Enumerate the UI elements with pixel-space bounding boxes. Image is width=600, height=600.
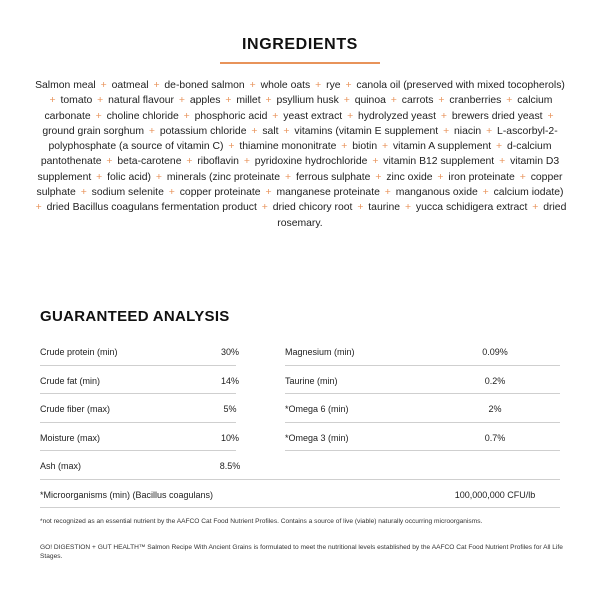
plus-separator-icon: + [382, 141, 389, 153]
nutrient-name: Magnesium (min) [285, 347, 355, 357]
nutrient-value: 14% [220, 375, 239, 386]
ingredient-item: manganese proteinate [276, 187, 380, 199]
ingredient-item: quinoa [354, 95, 386, 107]
analysis-table [40, 337, 560, 508]
plus-separator-icon: + [243, 156, 250, 168]
plus-separator-icon: + [372, 156, 379, 168]
plus-separator-icon: + [284, 171, 292, 183]
ingredient-item: hydrolyzed yeast [358, 110, 437, 122]
title-underline [220, 62, 380, 64]
plus-separator-icon: + [249, 80, 256, 91]
nutrient-name: *Omega 3 (min) [285, 432, 349, 443]
ingredient-item: beta-carotene [117, 156, 182, 168]
plus-separator-icon: + [261, 202, 268, 214]
plus-separator-icon: + [148, 125, 155, 137]
plus-separator-icon: + [496, 141, 503, 153]
nutrient-value: 0.7% [484, 432, 506, 443]
ingredient-item: iron proteinate [448, 171, 515, 183]
plus-separator-icon: + [228, 141, 235, 153]
plus-separator-icon: + [486, 125, 493, 137]
ingredient-item: ferrous sulphate [295, 171, 371, 183]
ingredient-item: phosphoric acid [194, 110, 268, 122]
ingredient-item: brewers dried yeast [451, 110, 543, 122]
table-row [40, 423, 560, 452]
nutrient-name: Crude fat (min) [40, 375, 101, 386]
row-divider [40, 507, 560, 508]
formulation-statement: GO! DIGESTION + GUT HEALTH™ Salmon Recipe With Ancient Grains is formulated to meet the nutritional levels established by the AAFCO Cat Food Nutrient Profiles for All Life Stages. [40, 544, 563, 560]
table-row [40, 394, 560, 423]
plus-separator-icon: + [390, 95, 397, 107]
ingredient-item: natural flavour [108, 95, 174, 107]
ingredient-item: calcium iodate) [493, 187, 564, 199]
plus-separator-icon: + [96, 171, 103, 183]
ingredient-item: dried chicory root [272, 202, 353, 214]
plus-separator-icon: + [547, 110, 554, 122]
ingredient-item: calcium carbonate [44, 95, 553, 122]
ingredient-item: cranberries [449, 95, 502, 107]
ingredient-item: vitamin A supplement [392, 141, 492, 153]
plus-separator-icon: + [384, 187, 391, 199]
ingredient-item: taurine [368, 202, 401, 214]
plus-separator-icon: + [437, 171, 444, 183]
ingredient-item: sodium selenite [91, 187, 164, 199]
table-row [40, 451, 560, 480]
ingredient-item: potassium chloride [159, 125, 247, 137]
nutrient-value: 5% [223, 404, 237, 414]
plus-separator-icon: + [49, 95, 56, 107]
ingredient-item: manganous oxide [395, 187, 478, 199]
plus-separator-icon: + [183, 110, 190, 122]
plus-separator-icon: + [155, 171, 162, 183]
ingredients-list [32, 78, 568, 231]
ingredient-item: canola oil (preserved with mixed tocopherols) [356, 80, 565, 91]
plus-separator-icon: + [347, 110, 354, 122]
ingredients-title: INGREDIENTS [242, 36, 358, 53]
plus-separator-icon: + [499, 156, 506, 168]
ingredient-item: zinc oxide [386, 171, 433, 183]
ingredient-item: biotin [352, 141, 378, 153]
plus-separator-icon: + [97, 95, 104, 107]
ingredient-item: millet [236, 95, 261, 107]
nutrient-value: 100,000,000 CFU/lb [454, 489, 536, 500]
plus-separator-icon: + [186, 156, 193, 168]
ingredient-item: oatmeal [111, 80, 149, 91]
table-row [40, 366, 560, 395]
ingredient-item: niacin [454, 125, 482, 137]
nutrient-name: Crude protein (min) [40, 347, 118, 357]
ingredient-item: whole oats [260, 80, 311, 91]
ingredient-item: salt [262, 125, 279, 137]
ingredient-item: vitamins (vitamin E supplement [294, 125, 439, 137]
plus-separator-icon: + [35, 202, 42, 214]
plus-separator-icon: + [357, 202, 364, 214]
plus-separator-icon: + [168, 187, 175, 199]
plus-separator-icon: + [519, 171, 526, 183]
nutrient-value: 0.09% [482, 347, 508, 357]
nutrient-name: Crude fiber (max) [40, 404, 111, 414]
ingredient-item: L-ascorbyl-2-polyphosphate (a source of vitamin C) [48, 125, 558, 153]
plus-separator-icon: + [265, 187, 272, 199]
nutrient-value: 8.5% [219, 461, 241, 471]
ingredient-item: Salmon meal [35, 80, 96, 91]
ingredient-item: yeast extract [283, 110, 343, 122]
plus-separator-icon: + [375, 171, 382, 183]
ingredient-item: psyllium husk [276, 95, 339, 107]
ingredient-item: choline chloride [106, 110, 179, 122]
plus-separator-icon: + [178, 95, 185, 107]
plus-separator-icon: + [265, 95, 272, 107]
plus-separator-icon: + [482, 187, 489, 199]
plus-separator-icon: + [404, 202, 412, 214]
plus-separator-icon: + [443, 125, 450, 137]
analysis-title: GUARANTEED ANALYSIS [40, 308, 230, 325]
nutrient-value: 10% [220, 432, 239, 443]
ingredient-item: yucca schidigera extract [415, 202, 528, 214]
table-row [40, 480, 560, 509]
table-row [40, 337, 560, 366]
plus-separator-icon: + [106, 156, 113, 168]
ingredient-item: riboflavin [197, 156, 239, 168]
plus-separator-icon: + [315, 80, 322, 91]
nutrient-value: 0.2% [484, 375, 506, 386]
plus-separator-icon: + [225, 95, 232, 107]
plus-separator-icon: + [95, 110, 102, 122]
plus-separator-icon: + [343, 95, 350, 107]
plus-separator-icon: + [100, 80, 107, 91]
ingredient-item: carrots [401, 95, 434, 107]
plus-separator-icon: + [438, 95, 445, 107]
plus-separator-icon: + [440, 110, 447, 122]
plus-separator-icon: + [272, 110, 279, 122]
ingredient-item: folic acid) [107, 171, 152, 183]
nutrient-name: *Omega 6 (min) [285, 404, 349, 414]
ingredient-item: tomato [60, 95, 93, 107]
ingredient-item: copper proteinate [179, 187, 261, 199]
nutrient-name: Taurine (min) [285, 375, 338, 386]
nutrient-value: 2% [488, 404, 502, 414]
ingredient-item: minerals (zinc proteinate [166, 171, 281, 183]
plus-separator-icon: + [506, 95, 513, 107]
plus-separator-icon: + [283, 125, 290, 137]
ingredient-item: dried rosemary. [277, 202, 567, 229]
ingredient-item: rye [326, 80, 341, 91]
plus-separator-icon: + [251, 125, 258, 137]
ingredient-item: thiamine mononitrate [239, 141, 337, 153]
nutrient-name: *Microorganisms (min) (Bacillus coagulans) [40, 489, 214, 500]
ingredient-item: dried Bacillus coagulans fermentation product [46, 202, 257, 214]
footnote: *not recognized as an essential nutrient by the AAFCO Cat Food Nutrient Profiles. Contains a source of live (viable) naturally occurring microorganisms. [40, 518, 483, 525]
ingredient-item: vitamin D3 supplement [37, 156, 560, 183]
plus-separator-icon: + [532, 202, 539, 214]
nutrient-name: Ash (max) [40, 461, 82, 471]
plus-separator-icon: + [153, 80, 160, 91]
plus-separator-icon: + [345, 80, 352, 91]
plus-separator-icon: + [341, 141, 348, 153]
nutrient-name: Moisture (max) [40, 432, 101, 443]
ingredient-item: d-calcium pantothenate [40, 141, 552, 168]
ingredient-item: copper sulphate [36, 171, 563, 199]
ingredient-item: de-boned salmon [164, 80, 245, 91]
ingredient-item: vitamin B12 supplement [383, 156, 495, 168]
ingredient-item: apples [189, 95, 221, 107]
plus-separator-icon: + [80, 187, 87, 199]
ingredient-item: pyridoxine hydrochloride [254, 156, 368, 168]
ingredient-item: ground grain sorghum [42, 125, 144, 137]
nutrient-value: 30% [220, 347, 239, 357]
